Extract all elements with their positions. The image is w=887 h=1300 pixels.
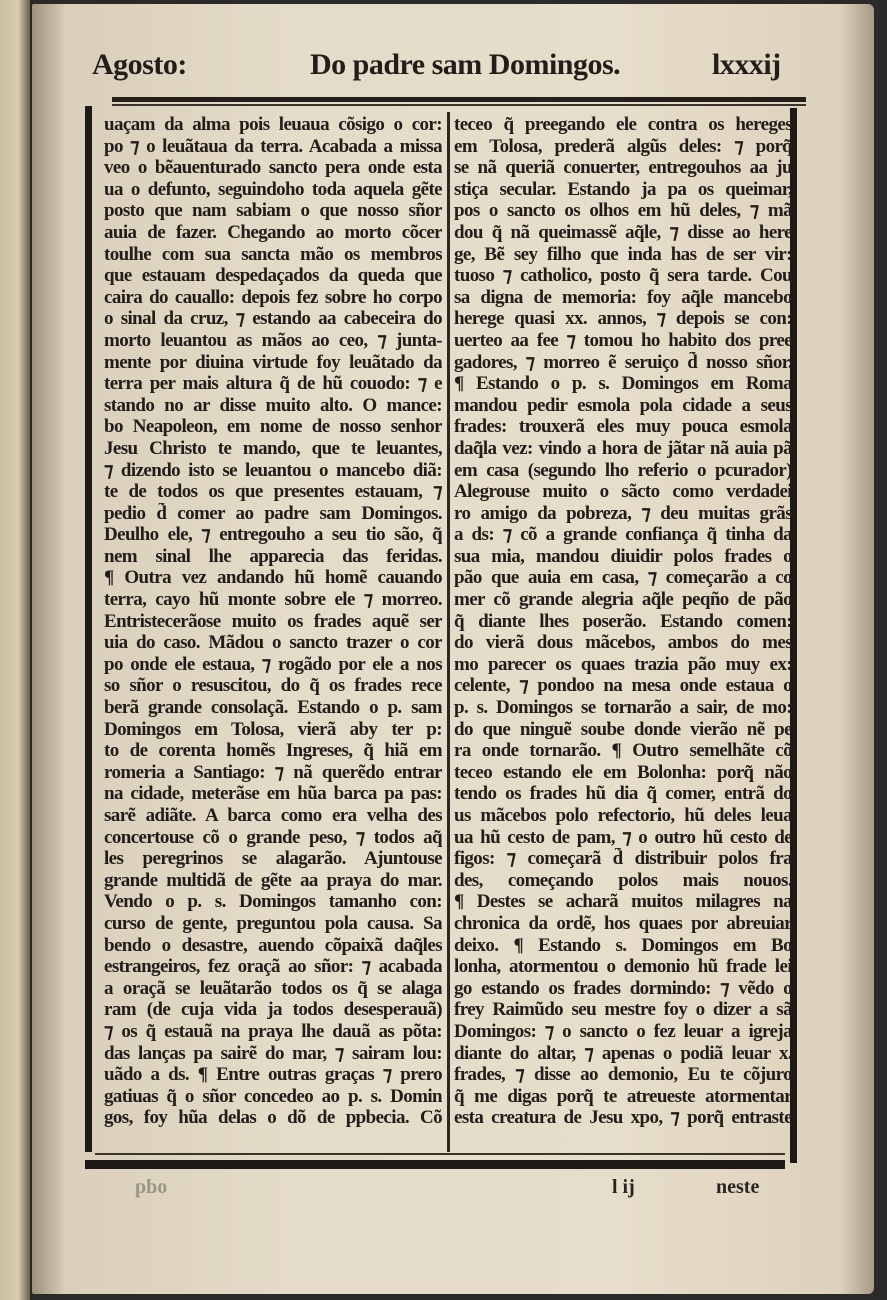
text-line: ⁊ os q̃ estauã na praya lhe dauã as põta: — [104, 1020, 442, 1042]
column-divider — [447, 112, 450, 1152]
text-line: sa digna de memoria: foy aq̃le mancebo — [454, 286, 792, 308]
text-line: dou q̃ nã queimassẽ aq̃le, ⁊ disse ao here — [454, 221, 792, 243]
text-line: chronica da ordẽ, hos quaes por abreuiar — [454, 912, 792, 934]
text-line: a oraçã se leuãtarão todos os q̃ se alaga — [104, 977, 442, 999]
text-line: ¶ Outra vez andando hũ homẽ cauando — [104, 567, 442, 589]
text-line: stiça secular. Estando ja pa os queimar, — [454, 178, 792, 200]
text-line: frey Raimũdo seu mestre foy o dizer a sã — [454, 999, 792, 1021]
text-line: em casa (segundo lho referio o pcurador) — [454, 459, 792, 481]
text-line: estrangeiros, fez oraçã ao sñor: ⁊ acabada — [104, 956, 442, 978]
text-line: auia de fazer. Chegando ao morto cõcer — [104, 221, 442, 243]
signature-mark: l ij — [612, 1176, 635, 1198]
text-line: p. s. Domingos se tornarão a sair, de mo: — [454, 697, 792, 719]
text-line: pão que auia em casa, ⁊ começarão a co — [454, 567, 792, 589]
text-line: grande multidã de gẽte aa praya do mar. — [104, 869, 442, 891]
text-line: Alegrouse muito o sãcto como verdadei — [454, 481, 792, 503]
text-line: a ds: ⁊ cõ a grande confiança q̃ tinha da — [454, 524, 792, 546]
text-line: ge, Bẽ sey filho que inda has de ser vir: — [454, 243, 792, 265]
text-line: les peregrinos se alagarão. Ajuntouse — [104, 848, 442, 870]
text-line: Domingos: ⁊ o sancto o fez leuar a igreja — [454, 1020, 792, 1042]
text-line: berã grande consolaçã. Estando o p. sam — [104, 697, 442, 719]
text-line: Domingos em Tolosa, vierã aby ter p: — [104, 718, 442, 740]
text-line: ua o defunto, seguindoho toda aquela gẽte — [104, 178, 442, 200]
text-line: bendo o desastre, auendo cõpaixã daq̃les — [104, 934, 442, 956]
text-line: teceo estando ele em Bolonha: porq̃ não — [454, 761, 792, 783]
text-line: diante do altar, ⁊ apenas o podiã leuar x. — [454, 1042, 792, 1064]
text-line: uia do caso. Mãdou o sancto trazer o cor — [104, 632, 442, 654]
text-line: uerteo aa fee ⁊ tomou ho habito dos pree — [454, 329, 792, 351]
text-line: ro amigo da pobreza, ⁊ deu muitas grãs — [454, 502, 792, 524]
text-line: so sñor o resuscitou, do q̃ os frades rece — [104, 675, 442, 697]
text-line: mer cõ grande alegria aq̃le peqño de pão — [454, 589, 792, 611]
text-line: morto leuantou as mãos ao ceo, ⁊ junta- — [104, 329, 442, 351]
text-line: posto que nam sabiam o que nosso sñor — [104, 200, 442, 222]
text-line: veo o bẽauenturado sancto pera onde esta — [104, 157, 442, 179]
text-line: te de todos os que presentes estauam, ⁊ — [104, 481, 442, 503]
text-line: q̃ diante lhes poserão. Estando comen: — [454, 610, 792, 632]
text-line: po onde ele estaua, ⁊ rogãdo por ele a nos — [104, 653, 442, 675]
facing-page-edge — [0, 0, 30, 1300]
text-line: celente, ⁊ pondoo na mesa onde estaua o — [454, 675, 792, 697]
text-line: go estando os frades dormindo: ⁊ vẽdo o — [454, 977, 792, 999]
text-line: sua mia, mandou diuidir polos frades o — [454, 545, 792, 567]
bottom-rule — [85, 1160, 785, 1169]
text-line: ⁊ dizendo isto se leuantou o mancebo diã: — [104, 459, 442, 481]
text-line: deixo. ¶ Estando s. Domingos em Bo — [454, 934, 792, 956]
catchword: neste — [716, 1176, 760, 1198]
text-line: uãdo a ds. ¶ Entre outras graças ⁊ prero — [104, 1064, 442, 1086]
text-line: o sinal da cruz, ⁊ estando aa cabeceira do — [104, 308, 442, 330]
text-line: uaçam da alma pois leuaua cõsigo o cor: — [104, 114, 442, 135]
text-line: romeria a Santiago: ⁊ nã querẽdo entrar — [104, 761, 442, 783]
text-line: mandou pedir esmola pola cidade a seus — [454, 394, 792, 416]
text-line: q̃ me digas porq̃ te atreueste atormentar — [454, 1085, 792, 1107]
text-line: stando no ar disse muito alto. O mance: — [104, 394, 442, 416]
text-line: gadores, ⁊ morreo ẽ seruiço d̃ nosso sñor. — [454, 351, 792, 373]
text-line: bo Neapoleon, em nome de nosso senhor — [104, 416, 442, 438]
text-line: tendo os frades hũ dia q̃ comer, entrã do — [454, 783, 792, 805]
right-text-column — [454, 114, 792, 1129]
text-line: em Tolosa, prederã algũs deles: ⁊ porq̃ — [454, 135, 792, 157]
text-line: que estauam despedaçados da queda que — [104, 265, 442, 287]
text-line: frades, ⁊ disse ao demonio, Eu te cõjuro — [454, 1064, 792, 1086]
text-line: Deulho ele, ⁊ entregouho a seu tio são, q̃ — [104, 524, 442, 546]
text-line: ua hũ cesto de pam, ⁊ o outro hũ cesto de — [454, 826, 792, 848]
text-line: toulhe com sua sancta mão os membros — [104, 243, 442, 265]
text-line: Jesu Christo te mando, que te leuantes, — [104, 437, 442, 459]
top-rule-thin — [112, 104, 806, 106]
text-line: lonha, atormentou o demonio hũ frade lei — [454, 956, 792, 978]
text-line: Entristecerãose muito os frades aquẽ ser — [104, 610, 442, 632]
bottom-rule-thin — [95, 1153, 785, 1155]
text-line: Vendo o p. s. Domingos tamanho con: — [104, 891, 442, 913]
text-line: tuoso ⁊ catholico, posto q̃ sera tarde. Cou — [454, 265, 792, 287]
text-line: caira do cauallo: depois fez sobre ho corpo — [104, 286, 442, 308]
text-line: nem sinal lhe apparecia das feridas. — [104, 545, 442, 567]
text-line: se nã queriã conuerter, entregouhos aa ju — [454, 157, 792, 179]
text-line: figos: ⁊ começarã d̃ distribuir polos fra — [454, 848, 792, 870]
text-line: des, começando polos mais nouos. — [454, 869, 792, 891]
left-text-column — [104, 114, 442, 1129]
text-line: ra onde tornarão. ¶ Outro semelhãte cõ — [454, 740, 792, 762]
text-line: herege quasi xx. annos, ⁊ depois se con: — [454, 308, 792, 330]
frame-left-rule — [85, 106, 92, 1152]
running-head-title: Do padre sam Domingos. — [310, 48, 621, 81]
text-line: gos, foy hũa delas o dõ de ppbecia. Cõ — [104, 1107, 442, 1129]
text-line: terra per mais altura q̃ de hũ couodo: ⁊ e — [104, 373, 442, 395]
text-line: das lanças pa sairẽ do mar, ⁊ sairam lou: — [104, 1042, 442, 1064]
text-line: do que ninguẽ soube donde vierão nẽ pe — [454, 718, 792, 740]
text-line: terra, cayo hũ monte sobre ele ⁊ morreo. — [104, 589, 442, 611]
text-line: frades: trouxerã eles muy pouca esmola — [454, 416, 792, 438]
text-line: pedio d̃ comer ao padre sam Domingos. — [104, 502, 442, 524]
text-line: na cidade, meterãse em hũa barca pa pas: — [104, 783, 442, 805]
text-line: mente por diuina virtude foy leuãtado da — [104, 351, 442, 373]
text-line: do vierã dous mãcebos, ambos do mes — [454, 632, 792, 654]
folio-number: lxxxij — [712, 48, 781, 81]
text-line: curso de gente, preguntou pola causa. Sa — [104, 912, 442, 934]
text-line: mo parecer os quaes trazia pão muy ex: — [454, 653, 792, 675]
text-line: esta creatura de Jesu xpo, ⁊ porq̃ entraste — [454, 1107, 792, 1129]
text-line: to de corenta homẽs Ingreses, q̃ hiã em — [104, 740, 442, 762]
text-line: pos o sancto os olhos em hũ deles, ⁊ mã — [454, 200, 792, 222]
bleed-through-text: odq — [135, 1176, 168, 1198]
text-line: ram (de cuja vida ja todos desesperauã) — [104, 999, 442, 1021]
text-line: po ⁊ o leuãtaua da terra. Acabada a missa — [104, 135, 442, 157]
text-line: teceo q̃ preegando ele contra os hereges — [454, 114, 792, 135]
text-line: sarẽ adiãte. A barca como era velha des — [104, 805, 442, 826]
top-rule — [112, 97, 806, 102]
running-head-month: Agosto: — [92, 48, 187, 81]
text-line: gatiuas q̃ o sñor concedeo ao p. s. Domin — [104, 1085, 442, 1107]
text-line: concertouse cõ o grande peso, ⁊ todos aq̃ — [104, 826, 442, 848]
text-line: daq̃la vez: vindo a hora de jãtar nã auia pã — [454, 437, 792, 459]
text-line: ¶ Destes se acharã muitos milagres na — [454, 891, 792, 913]
text-line: ¶ Estando o p. s. Domingos em Roma — [454, 373, 792, 395]
text-line: us mãcebos polo refectorio, hũ deles leua — [454, 805, 792, 826]
